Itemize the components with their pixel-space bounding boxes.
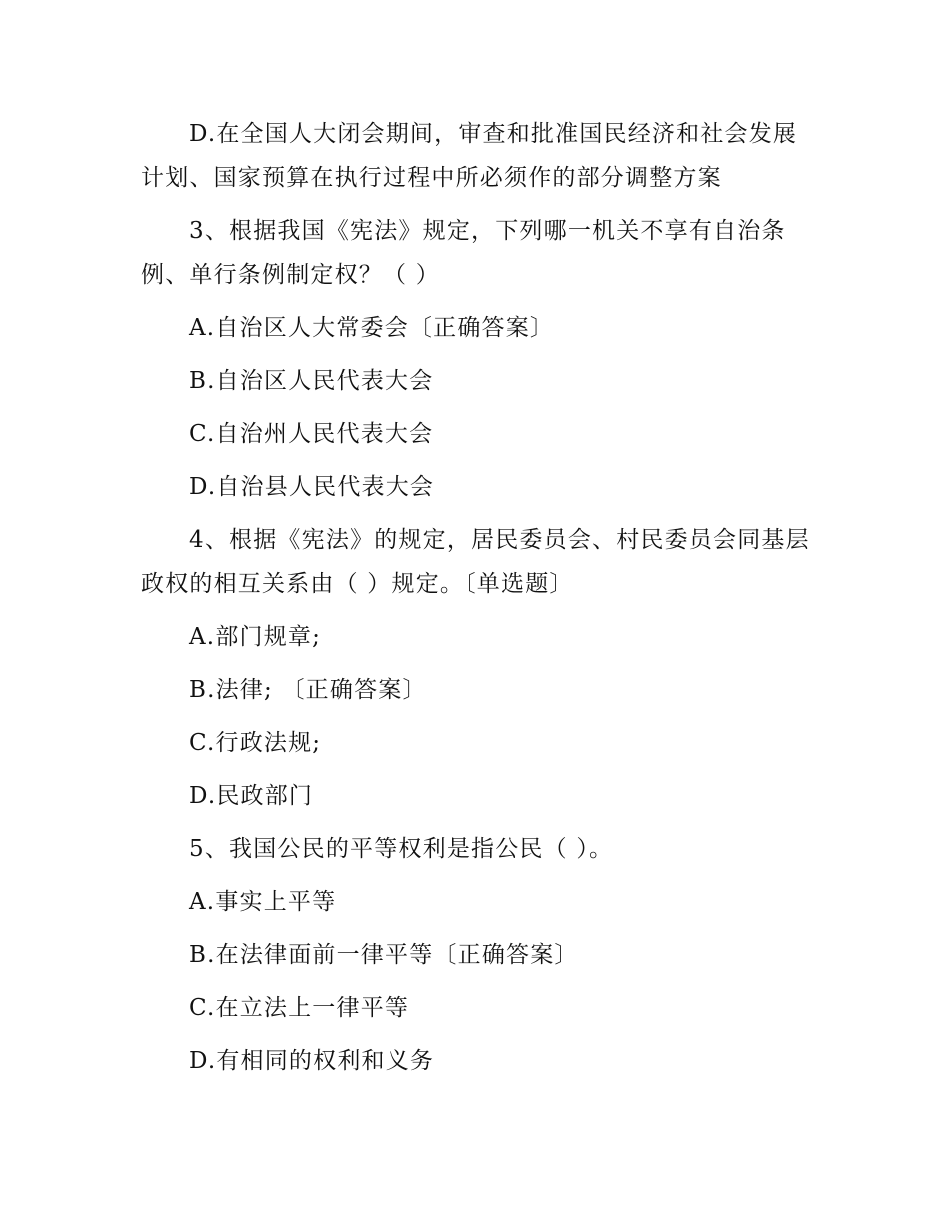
q4-option-a: A.部门规章;: [189, 624, 322, 650]
document-body: [141, 108, 813, 1088]
q4-question: 4、根据《宪法》的规定，居民委员会、村民委员会同基层政权的相互关系由（ ）规定。〔单选题〕: [141, 527, 810, 597]
q4-option-b: B.法律; 〔正确答案〕: [189, 677, 427, 703]
q5-option-d: D.有相同的权利和义务: [189, 1048, 435, 1074]
q3-option-a: A.自治区人大常委会〔正确答案〕: [189, 315, 555, 341]
q5-question: 5、我国公民的平等权利是指公民（ ）。: [189, 836, 614, 862]
q5-option-a: A.事实上平等: [189, 889, 337, 915]
q4-option-c: C.行政法规;: [189, 730, 322, 756]
q3-option-d: D.自治县人民代表大会: [189, 474, 435, 500]
q5-option-b: B.在法律面前一律平等〔正确答案〕: [189, 942, 579, 968]
q3-question: 3、根据我国《宪法》规定，下列哪一机关不享有自治条例、单行条例制定权？（ ）: [141, 218, 786, 288]
q3-option-b: B.自治区人民代表大会: [189, 368, 434, 394]
q3-option-c: C.自治州人民代表大会: [189, 421, 434, 447]
q2-option-d: D.在全国人大闭会期间，审查和批准国民经济和社会发展计划、国家预算在执行过程中所必须作的部分调整方案: [141, 121, 798, 191]
q5-option-c: C.在立法上一律平等: [189, 995, 410, 1021]
q4-option-d: D.民政部门: [189, 783, 314, 809]
